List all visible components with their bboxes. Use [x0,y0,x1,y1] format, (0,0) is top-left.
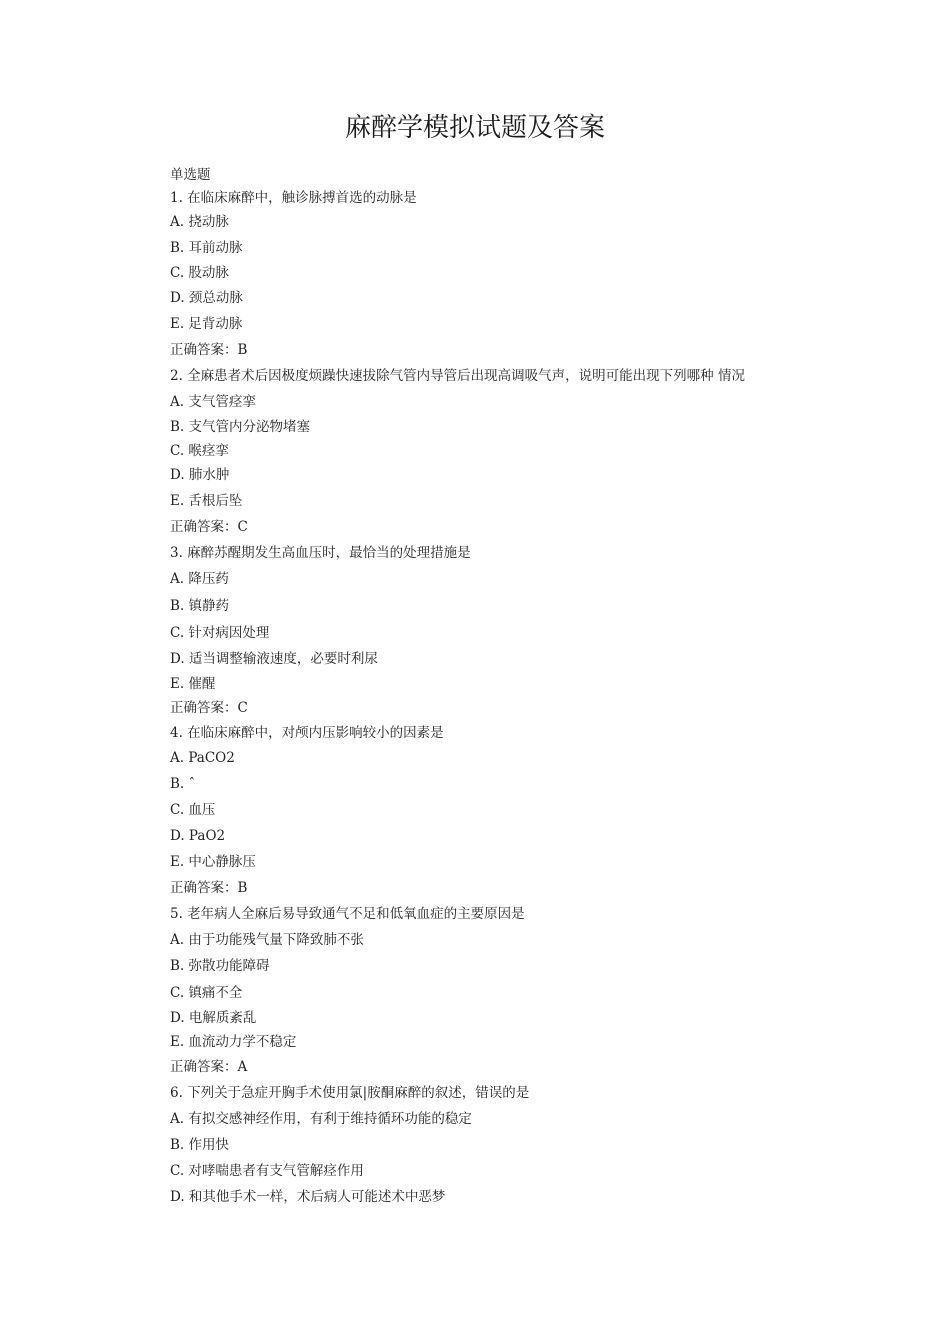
question-2-answer: 正确答案：C [170,519,248,535]
question-6-stem: 6. 下列关于急症开胸手术使用氯|胺酮麻醉的叙述，错误的是 [170,1085,530,1101]
question-3-stem: 3. 麻醉苏醒期发生高血压时，最恰当的处理措施是 [170,545,471,561]
question-4-option-b: B. ˆ [170,775,196,792]
question-3-option-e: E. 催醒 [170,676,216,692]
question-5-option-a: A. 由于功能残气量下降致肺不张 [170,932,364,948]
question-1-answer: 正确答案：B [170,342,248,358]
question-2-option-e: E. 舌根后坠 [170,492,243,509]
question-5-answer: 正确答案：A [170,1059,248,1075]
question-2-option-b: B. 支气管内分泌物堵塞 [170,419,311,435]
question-1-option-d: D. 颈总动脉 [170,290,243,306]
question-1-option-e: E. 足背动脉 [170,316,243,332]
question-4-option-a: A. PaCO2 [170,750,235,766]
question-2-option-d: D. 肺水肿 [170,467,230,483]
question-5-option-d: D. 电解质紊乱 [170,1010,257,1026]
document-body [170,163,870,1210]
question-3-option-a: A. 降压药 [170,571,229,587]
question-6-option-a: A. 有拟交感神经作用，有利于维持循环功能的稳定 [170,1111,472,1127]
question-3-option-c: C. 针对病因处理 [170,624,270,641]
question-6-option-b: B. 作用快 [170,1137,230,1153]
question-2-stem: 2. 全麻患者术后因极度烦躁快速拔除气管内导管后出现高调吸气声，说明可能出现下列哪种 情况 [170,368,745,384]
question-4-stem: 4. 在临床麻醉中，对颅内压影响较小的因素是 [170,725,444,741]
question-5-stem: 5. 老年病人全麻后易导致通气不足和低氧血症的主要原因是 [170,906,525,922]
question-5-option-b: B. 弥散功能障碍 [170,958,270,974]
question-4-option-d: D. PaO2 [170,828,226,844]
question-4-option-c: C. 血压 [170,802,216,818]
question-1-option-a: A. 挠动脉 [170,214,229,230]
document-title: 麻醉学模拟试题及答案 [344,113,605,143]
question-6-option-c: C. 对哮喘患者有支气管解痉作用 [170,1163,364,1179]
question-5-option-e: E. 血流动力学不稳定 [170,1034,297,1050]
question-3-answer: 正确答案：C [170,700,248,716]
section-heading: 单选题 [170,166,211,183]
question-2-option-a: A. 支气管痉挛 [170,394,256,410]
question-2-option-c: C. 喉痉挛 [170,443,229,459]
question-3-option-d: D. 适当调整输液速度，必要时利尿 [170,651,378,667]
question-1-option-b: B. 耳前动脉 [170,239,243,256]
question-3-option-b: B. 镇静药 [170,597,230,614]
question-4-answer: 正确答案：B [170,880,248,896]
question-1-stem: 1. 在临床麻醉中，触诊脉搏首选的动脉是 [170,190,417,206]
question-4-option-e: E. 中心静脉压 [170,854,256,870]
question-1-option-c: C. 股动脉 [170,265,229,281]
question-6-option-d: D. 和其他手术一样，术后病人可能述术中恶梦 [170,1189,446,1205]
question-5-option-c: C. 镇痛不全 [170,984,243,1001]
